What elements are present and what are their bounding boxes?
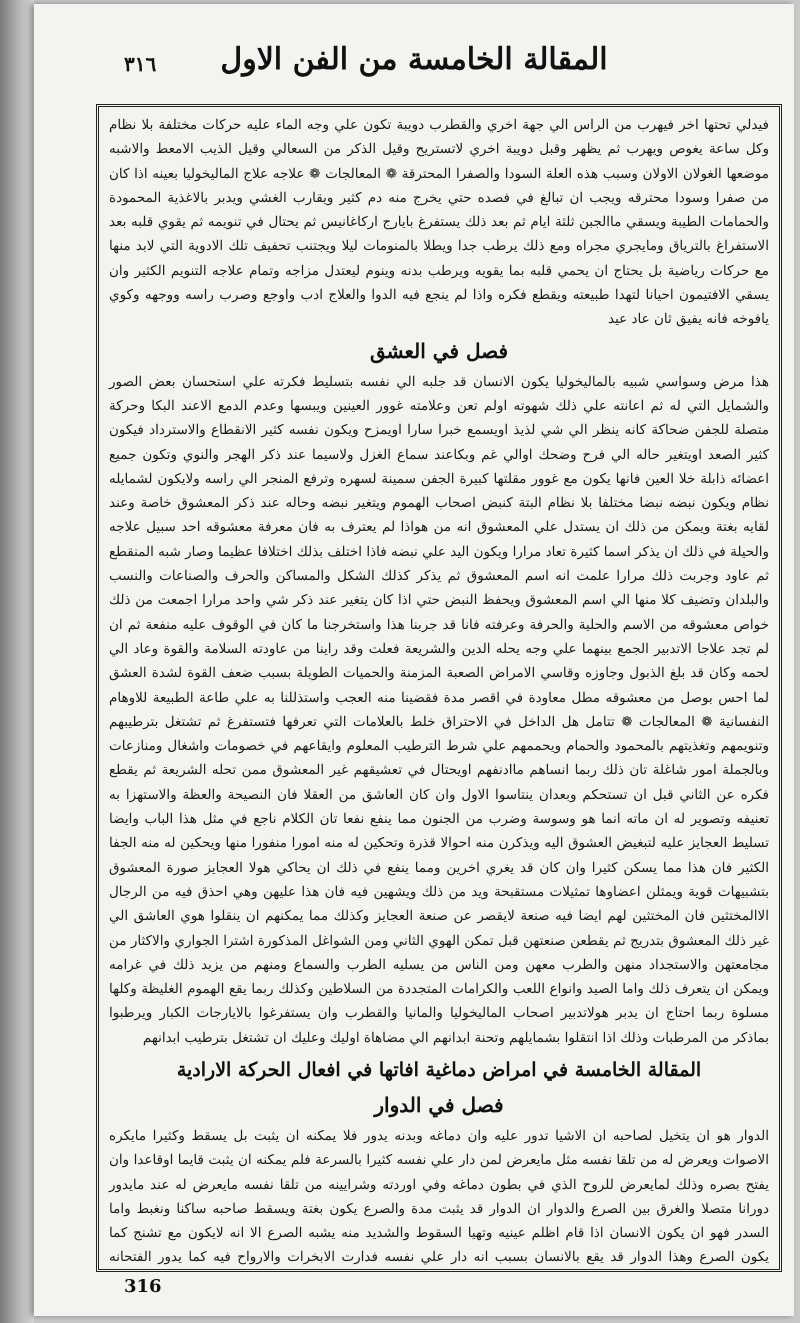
section-heading-ishq: فصل في العشق xyxy=(369,338,509,363)
paragraph-qutrub-treatment: فيدلي تحتها اخر فيهرب من الراس الي جهة اخري والقطرب دويبة تكون علي وجه الماء عليه حركات مختلفة بلا نظام وكل ساعة يغوص ويهرب ثم يظهر وقبل دويبة اخري لاتستريح وقيل الذكر من السعالي وقيل الذيب الامعط والاشبه موضعها الغولان الاولان وسبب هذه العلة السودا والصفرا المحترقة ❁ المعالجات ❁ علاجه علاج الماليخوليا بعينه اذا كان من صفرا وسودا محترقه ويجب ان تبالغ في فصده حتي يخرج منه دم كثير ويقارب الغشي ويدبر بالاغذية المحمودة والحمامات الطيبة ويسقي ماالجبن ثلثة ايام ثم بعد ذلك يستفرغ بايارج اركاغانيس ثم يحتال في تنويمه ثم يقوي قلبه بعد الاستفراغ بالترياق ومايجري مجراه ومع ذلك يرطب جدا ويطلا بالمنومات ليلا ويجتنب تحفيف تلك الادوية التي لابد منها مع حركات رياضية بل يحتاج ان يحمي قلبه بما يقويه ويرطب بدنه وينوم ليعتدل مزاجه وتمام علاجه التنويم الكثير وان يسقي الافتيمون احيانا لتهدا طبيعته ويقطع فكره واذا لم ينجع فيه الدوا والعلاج ادب واوجع وصرب راسه ووجهه وكوي يافوخه فانه يفيق ثان عاد عيد xyxy=(109,117,769,328)
text-frame xyxy=(96,104,782,1272)
paragraph-ishq: هذا مرض وسواسي شبيه بالماليخوليا يكون الانسان قد جلبه الي نفسه بتسليط فكرته علي استحسان بعض الصور والشمايل التي له ثم اعانته علي ذلك شهوته اولم تعن وعلامته غوور العينين ويبسها وعدم الدمع الاعند البكا وحركة متصلة للجفن ضحاكة كانه ينظر الي شي لذيذ اويسمع خبرا سارا اويمزح ويكون نفسه كثير الانقطاع والاسترداد فيكون كثير الصعد اويتغير حاله الي فرح وضحك اوالي غم وبكاعند سماع الغزل ولاسيما عند ذكر الهجر والنوي وتكون جميع اعضائه ذابلة خلا العين فانها يكون مع غوور مقلتها كبيرة الجفن سمينة لسهره وترفع المنجر الي راسه ولايكون لشمايله نظام ويكون نبضه نبضا مختلفا بلا نظام البتة كنبض اصحاب الهموم ويتغير نبضه وحاله عند ذكر المعشوق خاصة وعند لقايه بغتة ويمكن من ذلك ان يستدل علي المعشوق انه من هواذا لم يعترف به فان معرفة معشوقه احد سبيل علاجه والحيلة في ذلك ان يذكر اسما كثيرة تعاد مرارا ويكون اليد علي نبضه فاذا اختلف بذلك اختلافا عظيما وصار شبه المنقطع ثم عاود وجربت ذلك مرارا علمت انه اسم المعشوق ثم يذكر كذلك الشكل والمساكن والحرف والصناعات والنسب والبلدان وتضيف كلا منها الي اسم المعشوق ويحفظ النبض حتي اذا كان يتغير عند ذكر شي واحد مرارا اجمعت من ذلك خواص معشوقه من الاسم والحلية والحرفة وعرفته فانا قد جربنا هذا واستخرجنا ما كان في الوقوف عليه منفعة ثم ان لم تجد علاجا الاتدبير الجمع بينهما علي وجه يحله الدين والشريعة فعلت وقد راينا من عاودته السلامة والقوة وعاد الي لحمه وكان قد بلغ الذبول وجاوزه وقاسي الامراض الصعبة المزمنة والحميات الطويلة بسبب ضعف القوة لشدة العشق لما احس بوصل من معشوقه مطل معاودة في اقصر مدة فقضينا منه العجب واستذللنا به علي طاعة الطبيعة للاوهام النفسانية ❁ المعالجات ❁ تتامل هل الداخل في الاحتراق خلط بالعلامات التي تعرفها فتستفرغ ثم تشتغل بترطيبهم وتنويمهم وتغذيتهم بالمحمود والحمام ويحممهم علي شرط الترطيب المعلوم وايقاعهم في خصومات واشغال ومنازعات وبالجملة امور شاغلة تان ذلك ربما انساهم ماادنفهم اويحتال في تعشيقهم غير المعشوق ممن تحله الشريعة ثم يقطع فكره عن الثاني قبل ان تستحكم وبعدان ينتاسوا الاول وان كان العاشق من العقلا فان النصيحة والعظة والاستهزا به تعنيفه وتصوير له ان ماته انما هو وسوسة وضرب من الجنون مما ينفع نفعا تان الكلام ناجع في مثل هذا الباب وايضا تسليط العجايز عليه لتبغيض العشوق اليه ويذكرن منه احوالا قذرة وتحكين له منه امورا منفورا منها ويحكين له منه الجفا الكثير فان هذا مما يسكن كثيرا وان كان قد يغري اخرين ومما ينفع في ذلك ان يحاكي هولا العجايز صورة المعشوق بتشبيهات قوية ويمثلن اعضاوها تمثيلات مستقبحة ويد من ذلك ويشهين فيه فان هذا عليهن وهي احذق فيه من الرجال الاالمختثين فان المختثين لهم ايضا فيه صنعة لايقصر عن صنعة العجايز وكذلك مما يمكنهم ان ينقلوا هوي العاشق الي غير ذلك المعشوق بتدريج ثم يقطعن صنعتهن قبل تمكن الهوي الثاني ومن الشواغل المذكورة اشترا الجواري والاكثار من مجامعتهن والاستجداد منهن والطرب معهن ومن الناس من يسليه الطرب والسماع ومنهم من يزيد ذلك في غرامه ويمكن ان يتعرف ذلك واما الصيد وانواع اللعب والكرامات المتجددة من السلاطين وكذلك ربما يقع الهموم الغليظة وكلها مسلوة ربما احتاج ان يدبر هولاتدبير اصحاب الماليخوليا والمانيا والقطرب وان يستفرغوا بالايارجات الكبار ويرطبوا بماذكر من المرطبات وذلك اذا انتقلوا بشمايلهم وتحنة ابدانهم الي مضاهاة اوليك وعليك ان تشتغل بترطيب ابدانهم xyxy=(109,373,770,1046)
running-title: المقالة الخامسة من الفن الاول xyxy=(220,42,608,77)
page-number-footer: 316 xyxy=(124,1276,162,1297)
book-gutter xyxy=(0,0,34,1323)
maqala-heading: المقالة الخامسة في امراض دماغية افاتها في افعال الحركة الارادية xyxy=(176,1058,702,1081)
page-number-arabic: ٣١٦ xyxy=(124,52,157,76)
paragraph-dawar: الدوار هو ان يتخيل لصاحبه ان الاشيا تدور عليه وان دماغه وبدنه يدور فلا يمكنه ان يثبت بل يسقط وكثيرا مايكره الاصوات ويعرض له من تلقا نفسه مثل مايعرض لمن دار علي نفسه كثيرا بالسرعة فلم يمكنه ان يثبت قايما اوقاعدا وان يفتح بصره وذلك لمايعرض للروح الذي في بطون دماغه وفي اوردته وشرايينه من تلقا نفسه مايعرض له عند مايدور دورانا متصلا والغرق بين الصرع والدوار ان الدوار قد يثبت مدة والصرع يكون بغتة ويسقط صاحبه ساكنا ونغبط واما السدر فهو ان يكون الانسان اذا قام اظلم عينيه وتهيا السقوط والشديد منه يشبه الصرع الا انه لايكون مع تشنج كما يكون الصرع وهذا الدوار قد يقع بالانسان بسبب انه دار علي نفسه فدارت الابخرات والارواح فيه كما يدور الفتحانه xyxy=(109,1127,769,1266)
book-page xyxy=(34,4,794,1316)
section-heading-dawar: فصل في الدوار xyxy=(374,1092,504,1117)
